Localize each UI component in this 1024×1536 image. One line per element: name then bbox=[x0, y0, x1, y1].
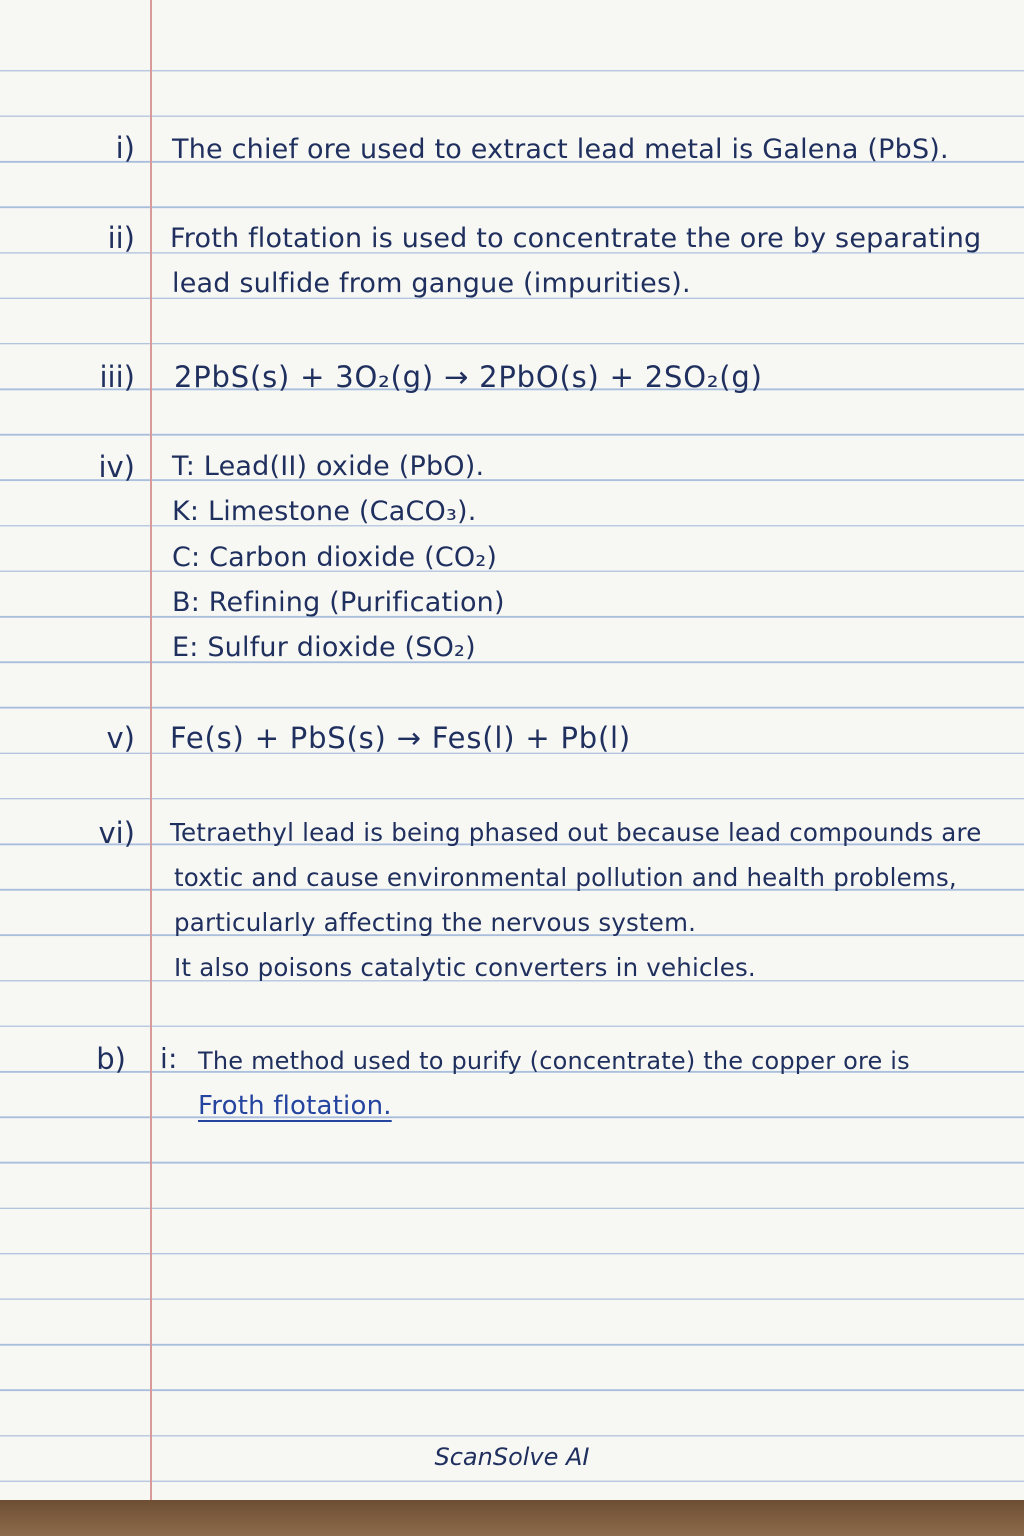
item-label-vi: vi) bbox=[98, 816, 135, 850]
item-iv-line-T: T: Lead(II) oxide (PbO). bbox=[172, 451, 485, 482]
item-v-equation: Fe(s) + PbS(s) → Fes(l) + Pb(l) bbox=[170, 721, 632, 755]
part-b-sub-label: i: bbox=[160, 1042, 178, 1075]
item-ii-line-2: lead sulfide from gangue (impurities). bbox=[172, 268, 691, 299]
table-surface bbox=[0, 1500, 1024, 1536]
item-i-line-1: The chief ore used to extract lead metal is Galena (PbS). bbox=[172, 134, 949, 165]
part-b-label: b) bbox=[96, 1042, 126, 1076]
part-b-line-1: The method used to purify (concentrate) the copper ore is bbox=[198, 1047, 910, 1075]
item-iii-equation: 2PbS(s) + 3O₂(g) → 2PbO(s) + 2SO₂(g) bbox=[174, 360, 763, 394]
item-label-v: v) bbox=[106, 721, 135, 755]
paper-top-margin bbox=[0, 0, 1024, 70]
item-vi-line-4: It also poisons catalytic converters in vehicles. bbox=[174, 953, 756, 982]
item-vi-line-2: toxtic and cause environmental pollution and health problems, bbox=[174, 863, 957, 892]
part-b-answer: Froth flotation. bbox=[198, 1091, 392, 1121]
footer-watermark: ScanSolve AI bbox=[434, 1443, 590, 1471]
item-iv-line-C: C: Carbon dioxide (CO₂) bbox=[172, 542, 498, 573]
item-label-ii: ii) bbox=[107, 221, 135, 255]
item-vi-line-1: Tetraethyl lead is being phased out because lead compounds are bbox=[170, 818, 982, 847]
item-iv-line-B: B: Refining (Purification) bbox=[172, 587, 505, 618]
item-label-i: i) bbox=[115, 131, 135, 165]
item-iv-line-K: K: Limestone (CaCO₃). bbox=[172, 496, 477, 527]
margin-line bbox=[150, 0, 152, 1500]
item-label-iii: iii) bbox=[99, 360, 135, 394]
item-iv-line-E: E: Sulfur dioxide (SO₂) bbox=[172, 632, 476, 663]
item-ii-line-1: Froth flotation is used to concentrate the ore by separating bbox=[170, 223, 982, 254]
item-label-iv: iv) bbox=[98, 450, 135, 484]
item-vi-line-3: particularly affecting the nervous system. bbox=[174, 908, 697, 937]
